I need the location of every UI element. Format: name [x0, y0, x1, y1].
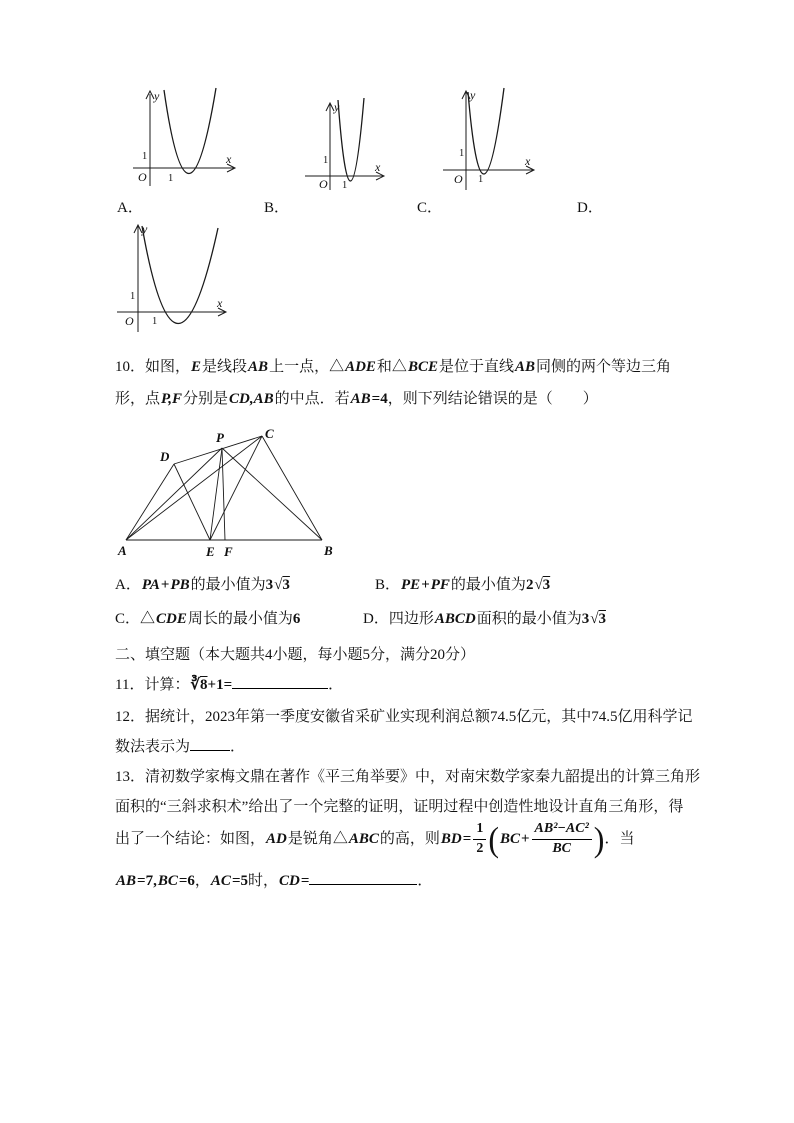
q13-period: ． [417, 873, 433, 889]
text-run: BD [440, 831, 462, 847]
text-run: = [462, 831, 472, 847]
section-2-header: 二、填空题（本大题共4小题，每小题5分，满分20分） [115, 647, 476, 663]
q10-line1 [115, 352, 671, 382]
left-paren: ( [488, 819, 499, 859]
text-run: AB [116, 873, 137, 889]
text-run: ABC [348, 831, 379, 847]
text-run: = [371, 391, 381, 407]
text-run: PE [401, 577, 421, 593]
text-run: E [191, 359, 202, 375]
q10-option-b [375, 570, 550, 600]
radicand: 3 [542, 577, 551, 593]
x-tick-1: 1 [478, 174, 484, 185]
fraction-numerator: 1 [473, 821, 486, 839]
q13-line3-tail: ．当 [604, 831, 635, 847]
text-run: BC [157, 873, 178, 889]
choice-label-a: A． [117, 200, 143, 216]
q12-period: ． [230, 739, 246, 755]
formula-var-bc: BC [499, 831, 520, 847]
point-label-F: F [224, 544, 233, 559]
text-run: A． [115, 577, 141, 593]
text-run: AB [350, 391, 371, 407]
text-run [533, 577, 550, 593]
text-run: 的最小值为 [450, 577, 526, 593]
text-run: 10．如图， [115, 359, 191, 375]
text-run: 4 [380, 391, 388, 407]
text-run: C． [115, 611, 141, 627]
text-run: 上一点，△ [269, 359, 345, 375]
parabola-graph-a [128, 86, 240, 196]
text-run: 同侧的两个等边三角 [535, 359, 671, 375]
q10-option-a [115, 570, 290, 600]
choice-label-d: D． [577, 200, 603, 216]
parabola-graph-b [300, 98, 388, 196]
choice-label-b: B． [264, 200, 290, 216]
text-run: =7, [137, 873, 157, 889]
text-run: 是位于直线 [438, 359, 514, 375]
y-tick-1: 1 [459, 148, 465, 159]
q13-line4 [115, 866, 432, 896]
text-run: + [160, 577, 170, 593]
fraction-denominator: BC [552, 840, 571, 856]
text-run: 的高，则 [379, 831, 440, 847]
text-run: CD [279, 873, 300, 889]
text-run: =6 [178, 873, 195, 889]
text-run: ， [194, 873, 210, 889]
formula-plus-sign: + [520, 831, 530, 847]
x-tick-1: 1 [152, 316, 158, 327]
text-run: ADE [345, 359, 376, 375]
text-run: 周长的最小值为 [187, 611, 293, 627]
origin-label: O [319, 177, 328, 191]
x-tick-1: 1 [168, 173, 174, 184]
text-run: 和△ [376, 359, 407, 375]
q10-line2 [115, 384, 598, 414]
parabola-curve [142, 226, 218, 324]
y-tick-1: 1 [142, 151, 148, 162]
y-axis-label: y [334, 100, 340, 114]
text-run: AB [248, 359, 269, 375]
point-label-B: B [324, 543, 333, 558]
text-run: 11．计算： [115, 677, 190, 693]
text-run: 6 [292, 611, 301, 627]
q12-line1: 12．据统计，2023年第一季度安徽省采矿业实现利润总额74.5亿元，其中74.5亿用科学记 [115, 709, 693, 725]
y-axis-label: y [470, 88, 476, 102]
q12-line2 [115, 732, 245, 762]
parabola-curve [338, 98, 364, 181]
q11-text [115, 677, 232, 693]
right-paren: ) [593, 819, 605, 859]
fraction-ab2-ac2-over-bc [532, 821, 592, 856]
q13-line4-text [115, 873, 309, 889]
parabola-graph-c [438, 86, 538, 196]
text-run [589, 611, 606, 627]
text-run: AC [210, 873, 231, 889]
fraction-one-half [473, 821, 486, 856]
q11-period: ． [328, 677, 344, 693]
figure-lines [126, 436, 322, 540]
y-axis-label: y [154, 89, 160, 103]
q13-line1: 13．清初数学家梅文鼎在著作《平三角举要》中，对南宋数学家秦九韶提出的计算三角形 [115, 769, 701, 785]
geometry-figure-q10 [112, 428, 342, 563]
q13-line2: 面积的“三斜求积术”给出了一个完整的证明，证明过程中创造性地设计直角三角形，得 [115, 799, 684, 815]
radicand: 3 [598, 611, 606, 627]
text-run: P,F [161, 391, 182, 407]
y-tick-1: 1 [323, 155, 329, 166]
text-run: 的中点．若 [274, 391, 350, 407]
answer-blank-q12 [190, 736, 230, 751]
text-run: PF [430, 577, 450, 593]
q13-line3 [115, 814, 634, 864]
text-run: PA [141, 577, 160, 593]
text-run: 分别是 [183, 391, 229, 407]
point-label-D: D [160, 449, 170, 464]
origin-label: O [125, 314, 134, 328]
text-run: = [300, 873, 310, 889]
text-run: 的最小值为 [190, 577, 266, 593]
cbrt-radical-icon: ∛ [190, 677, 201, 693]
text-run: 时， [248, 873, 279, 889]
x-axis-label: x [217, 296, 223, 310]
choice-label-c: C． [417, 200, 443, 216]
q11-line [115, 670, 343, 700]
text-run: 2 [525, 577, 534, 593]
point-label-A: A [118, 543, 127, 558]
q13-line3-text [115, 824, 471, 854]
axes [305, 103, 384, 190]
origin-label: O [138, 170, 147, 184]
text-run: 3 [581, 611, 590, 627]
text-run: B． [375, 577, 401, 593]
q12-line2-text: 数法表示为 [115, 739, 191, 755]
parabola-curve [164, 88, 216, 174]
answer-blank-q11 [232, 674, 328, 689]
sqrt-radical-icon: √ [274, 577, 283, 593]
sqrt-radical-icon: √ [534, 577, 543, 593]
text-run: 3 [265, 577, 274, 593]
text-run: 出了一个结论：如图， [115, 831, 266, 847]
text-run: ，则下列结论错误的是（ ） [387, 391, 598, 407]
text-run: 形，点 [115, 391, 161, 407]
text-run: ABCD [434, 611, 476, 627]
text-run [273, 577, 290, 593]
x-axis-label: x [375, 160, 381, 174]
text-run: + [421, 577, 430, 593]
x-axis-label: x [525, 154, 531, 168]
radicand: 3 [282, 577, 290, 593]
point-label-E: E [206, 544, 215, 559]
radicand: 8 [200, 677, 208, 693]
text-run: CDE [156, 611, 187, 627]
text-run: CD,AB [229, 391, 274, 407]
answer-blank-q13 [309, 870, 417, 885]
fraction-numerator: AB²−AC² [532, 821, 592, 839]
text-run: BCE [407, 359, 438, 375]
x-tick-1: 1 [342, 180, 348, 191]
text-run: D．四边形 [363, 611, 434, 627]
text-run: AD [266, 831, 287, 847]
y-axis-label: y [142, 222, 148, 236]
text-run: +1= [207, 677, 233, 693]
text-run: 面积的最小值为 [476, 611, 582, 627]
x-axis-label: x [226, 152, 232, 166]
origin-label: O [454, 172, 463, 186]
axes [133, 91, 235, 186]
text-run: AB [514, 359, 535, 375]
q10-option-d [363, 604, 606, 634]
point-label-C: C [265, 428, 274, 441]
text-run: =5 [231, 873, 248, 889]
fraction-denominator: 2 [476, 840, 484, 856]
text-run: 是锐角△ [287, 831, 348, 847]
sqrt-radical-icon: √ [590, 611, 599, 627]
text-run: PB [170, 577, 190, 593]
text-run: △ [140, 611, 156, 627]
y-tick-1: 1 [130, 291, 136, 302]
text-run [189, 677, 207, 693]
parabola-graph-d [112, 220, 232, 338]
point-label-P: P [216, 430, 224, 445]
q10-option-c [115, 604, 300, 634]
text-run: 是线段 [202, 359, 248, 375]
